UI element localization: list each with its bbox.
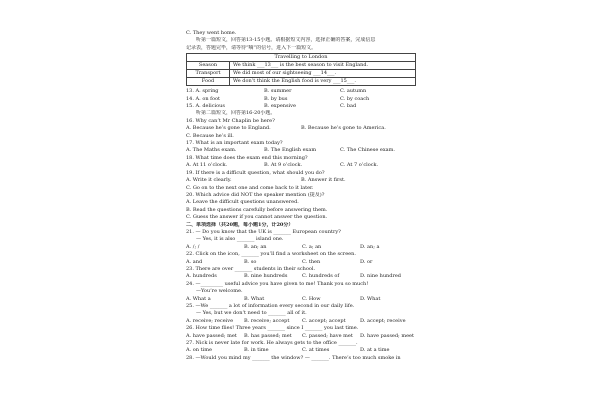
question-18-options [186,162,416,169]
question-13 [186,88,416,95]
option-b: B. The English exam [264,147,317,154]
option-c: C. a; an [302,243,322,250]
option-a: 13. A. spring [186,88,219,95]
option-c: C. The Chinese exam. [340,147,395,154]
option-c: C. at times [302,347,330,354]
option-a: A. hundreds [186,273,217,280]
question-stem: 19. If there is a difficult question, what should you do? [186,169,325,176]
question-21-options [186,244,416,251]
question-27-options [186,347,416,354]
instruction-text: 听第二篇短文，回答第16-20小题。 [196,110,276,117]
option-a: A. At 11 o’clock. [186,162,228,169]
option-c: C. bad [340,103,357,110]
question-line: —You’re welcome. [196,288,243,295]
question-stem: 28. —Would you mind my _______ the window? — _______. There’s too much smoke in [186,354,401,361]
table-row [187,70,416,78]
option-b: B. so [244,258,257,265]
question-stem: 17. What is an important exam today? [186,140,283,147]
option-b: B. has passed; met [244,332,292,339]
option-b: B. At 9 o’clock. [264,162,303,169]
row-label: Season [187,62,230,70]
question-24-options [186,296,416,303]
option-a: A. Leave the difficult questions unanswered. [186,199,299,206]
option-a: 14. A. on foot [186,95,221,102]
exam-sheet [186,30,416,362]
option-a: A. The Maths exam. [186,147,237,154]
question-15 [186,103,416,110]
option-a: A. receive; receive [186,317,234,324]
option-c: C. Go on to the next one and come back to it later. [186,184,314,191]
option-b: B. by bus [264,95,288,102]
question-23-options [186,273,416,280]
option-a: A. Write it clearly. [186,177,232,184]
option-b: B. What [244,295,265,302]
option-b: B. an; an [244,243,267,250]
option-c: C. How [302,295,321,302]
question-stem: 18. What time does the exam end this morning? [186,154,308,161]
option-d: D. What [360,295,381,302]
option-b: B. expensive [264,103,296,110]
instruction-text: 记录表，答题完毕，请等待“嘀”的信号，进入下一篇短文。 [186,44,317,51]
option-b: B. nine hundreds [244,273,288,280]
question-stem: 27. Nick is never late for work. He always gets to the office _______. [186,340,358,347]
option-d: D. an; a [360,243,380,250]
question-line: — Yes, but we don’t need to _______ all of it. [196,310,307,317]
option-b: B. Read the questions carefully before answering them. [186,206,328,213]
table-row [187,62,416,70]
option-b: B. in time [244,347,269,354]
option-c: C. passed; have met [302,332,353,339]
option-a: A. on time [186,347,212,354]
table-header: Travelling to London [187,54,416,62]
option-d: D. have passed; meet [360,332,414,339]
question-17-options [186,147,416,154]
question-25-options [186,318,416,325]
option-b: B. receive; accept [244,317,290,324]
question-stem: 23. There are over _______ students in their school. [186,265,316,272]
option-c: C. Guess the answer if you cannot answer the question. [186,214,328,221]
option-b: B. Because he’s gone to America. [301,125,386,132]
row-label: Food [187,78,230,86]
option-c: C. then [302,258,321,265]
table-row [187,78,416,86]
question-stem: 21. — Do you know that the UK is _______ European country? [186,228,341,235]
option-line: C. They went home. [186,30,237,36]
question-stem: 20. Which advice did NOT the speaker mention (提及)? [186,191,325,198]
question-19-options [186,177,416,184]
info-table [186,53,416,86]
option-b: B. summer [264,88,292,95]
option-c: C. Because he’s ill. [186,132,234,139]
question-stem: 22. Click on the icon, _______ you’ll find a worksheet on the screen. [186,251,356,258]
option-d: D. at a time [360,347,390,354]
question-stem: 24. —_________ useful advice you have given to me! Thank you so much! [186,280,369,287]
option-a: A. What a [186,295,211,302]
row-text: We think ___13___ is the best season to visit England. [230,62,416,70]
option-d: D. nine hundred [360,273,402,280]
option-a: A. and [186,258,203,265]
question-line: — Yes, it is also _______ island one. [196,236,284,243]
question-stem: 25. —We _______ a lot of information every second in our daily life. [186,303,355,309]
option-c: C. autumn [340,88,367,95]
option-d: D. or [360,258,373,265]
section-heading: 二、单项选择（共20题，每小题1分，计20分） [186,221,294,228]
option-c: C. hundreds of [302,273,340,280]
option-d: D. accept; receive [360,317,406,324]
instruction-text: 听第一篇短文，回答第13-15小题。请根据短文内容，选择正确的答案，完成信息 [196,37,376,44]
option-c: C. accept; accept [302,317,346,324]
option-b: B. Answer it first. [301,177,346,184]
question-14 [186,96,416,103]
row-label: Transport [187,70,230,78]
option-a: 15. A. delicious [186,103,225,110]
question-26-options [186,333,416,340]
row-text: We did most of our sightseeing ___14___. [230,70,416,78]
option-a: A. /; / [186,243,200,250]
question-22-options [186,259,416,266]
option-c: C. At 7 o’clock. [340,162,379,169]
question-16-options [186,125,416,132]
question-stem: 26. How time flies! Three years _______ since I _______ you last time. [186,325,359,332]
option-c: C. by coach [340,95,370,102]
row-text: We don’t think the English food is very ___15___. [230,78,416,86]
question-stem: 16. Why can’t Mr Chaplin be here? [186,117,275,124]
option-a: A. Because he’s gone to England. [186,125,271,132]
option-a: A. have passed; met [186,332,237,339]
